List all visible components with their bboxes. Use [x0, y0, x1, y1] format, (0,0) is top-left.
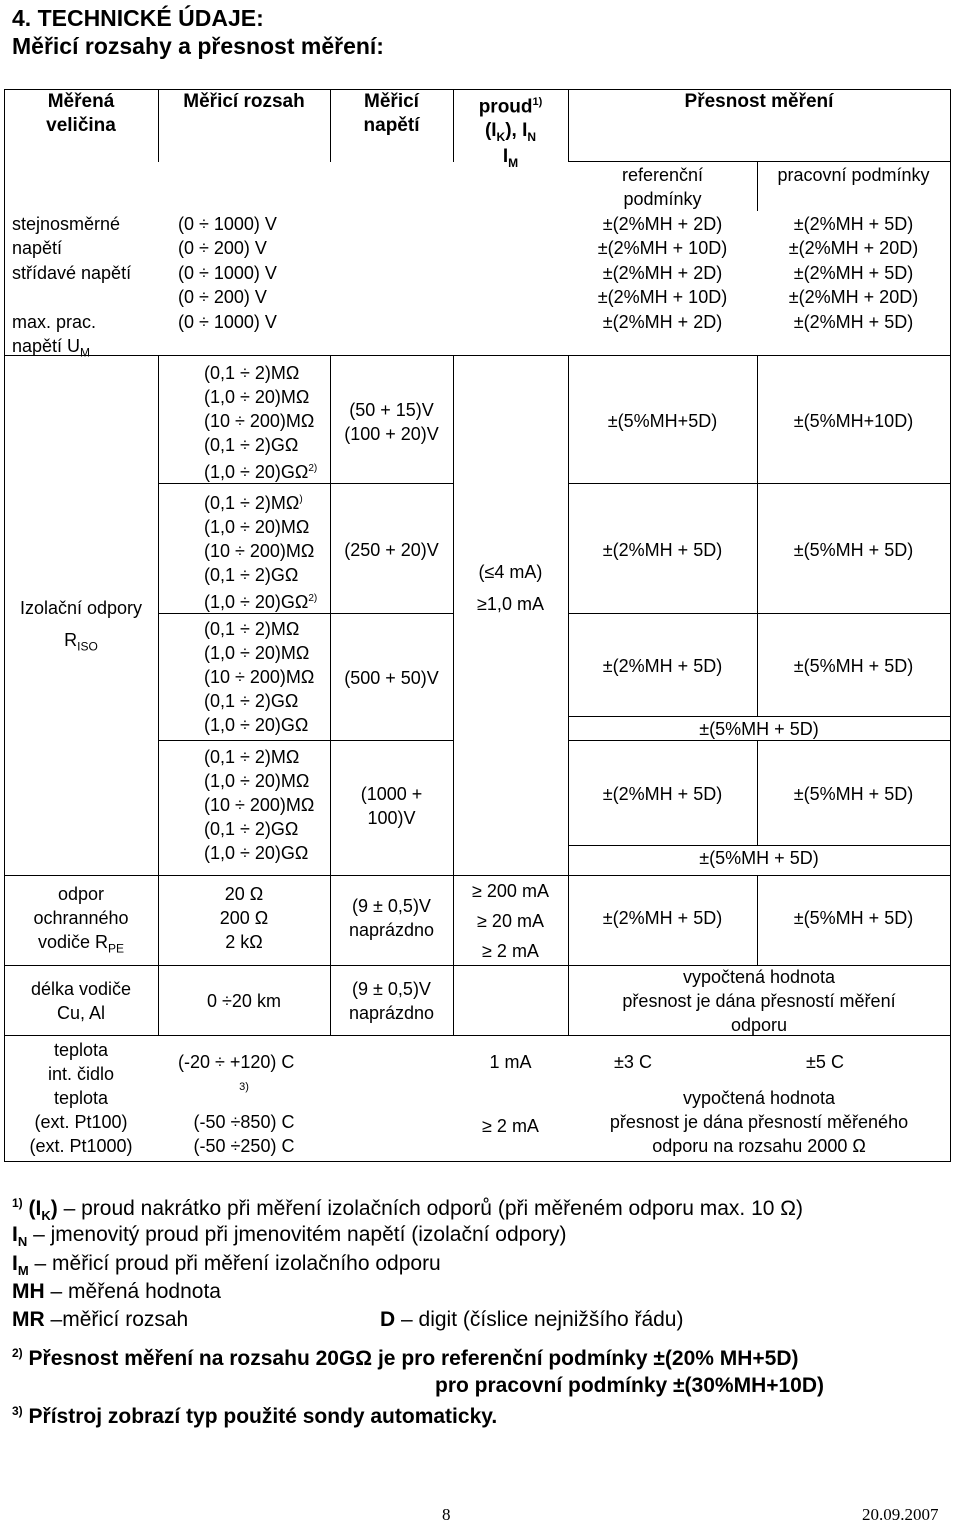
dc-ref: ±(2%MH + 2D) ±(2%MH + 10D) — [597, 214, 728, 258]
dc-ranges: (0 ÷ 1000) V (0 ÷ 200) V — [178, 214, 277, 258]
section-title: 4. TECHNICKÉ ÚDAJE: — [12, 5, 264, 31]
note-4: MH – měřená hodnota — [12, 1280, 221, 1303]
iso-g3-ref: ±(2%MH + 5D) — [602, 656, 723, 676]
note-2: $I_N$ – jmenovitý proud při jmenovitém napětí (izolační odpory) — [12, 1223, 567, 1250]
temp-int-ref: ±3 C — [614, 1052, 652, 1072]
iso-g4-ref: ±(2%MH + 5D) — [602, 784, 723, 804]
temp-ext-label: teplota (ext. Pt100) (ext. Pt1000) — [29, 1088, 133, 1156]
umax-ref: ±(2%MH + 2D) — [602, 312, 723, 332]
temp-int-work: ±5 C — [806, 1052, 844, 1072]
dc-label: stejnosměrné napětí — [12, 214, 121, 258]
umax-range: (0 ÷ 1000) V — [178, 312, 277, 332]
ac-label: střídavé napětí — [12, 263, 132, 283]
iso-g3-voltage: (500 + 50)V — [344, 668, 439, 688]
iso-symbol: $R_{ISO}$ — [64, 630, 98, 654]
iso-g3-last: ±(5%MH + 5D) — [699, 719, 819, 739]
temp-ext-ranges: (-50 ÷850) C (-50 ÷250) C — [193, 1112, 295, 1156]
iso-g2-voltage: (250 + 20)V — [344, 540, 439, 560]
dc-work: ±(2%MH + 5D) ±(2%MH + 20D) — [788, 214, 919, 258]
iso-g4-voltage: (1000 + 100)V — [360, 784, 423, 828]
note-7: $^{2)}$ Přesnost měření na rozsahu 20GΩ je pro referenční podmínky ±(20% MH+5D) — [12, 1346, 799, 1370]
ac-work: ±(2%MH + 5D) ±(2%MH + 20D) — [788, 263, 919, 307]
note-7-line2: pro pracovní podmínky ±(30%MH+10D) — [435, 1374, 825, 1397]
length-label: délka vodiče Cu, Al — [30, 979, 132, 1023]
length-range: 0 ÷20 km — [207, 991, 281, 1011]
section-subtitle: Měřicí rozsahy a přesnost měření: — [12, 33, 384, 59]
temp-ext-accuracy: vypočtená hodnota přesnost je dána přesností měřeného odporu na rozsahu 2000 Ω — [609, 1088, 909, 1156]
temp-int-range: (-20 ÷ +120) C — [178, 1052, 295, 1072]
umax-label: max. prac. napětí $U_M$ — [12, 312, 97, 360]
pe-ranges: 20 Ω 200 Ω 2 kΩ — [219, 884, 269, 952]
ac-ref: ±(2%MH + 2D) ±(2%MH + 10D) — [597, 263, 728, 307]
iso-current: (≤4 mA) ≥1,0 mA — [477, 562, 544, 614]
iso-g3-work: ±(5%MH + 5D) — [793, 656, 914, 676]
note-1: $^{1)}$ $(I_K)$ – proud nakrátko při měření izolačních odporů (při měřeném odporu max. 10 Ω) — [12, 1196, 803, 1224]
iso-g2-work: ±(5%MH + 5D) — [793, 540, 914, 560]
header-range: Měřicí rozsah — [183, 91, 305, 112]
header-current: proud$^{1)}$ $(I_K)$, $I_N$ $I_M$ — [478, 96, 543, 170]
length-voltage: (9 ± 0,5)V naprázdno — [348, 979, 435, 1023]
header-ref-conditions: referenční podmínky — [621, 165, 704, 209]
iso-g4-last: ±(5%MH + 5D) — [699, 848, 819, 868]
umax-work: ±(2%MH + 5D) — [793, 312, 914, 332]
note-8: $^{3)}$ Přístroj zobrazí typ použité sondy automaticky. — [12, 1404, 498, 1428]
iso-g1-ranges: (0,1 ÷ 2)MΩ (1,0 ÷ 20)MΩ (10 ÷ 200)MΩ (0,1 ÷ 2)GΩ $(1,0 \div 20)G\Omega^{2)}$ — [204, 363, 318, 482]
header-work-conditions: pracovní podmínky — [777, 165, 930, 185]
iso-label: Izolační odpory — [19, 598, 143, 618]
iso-g1-work: ±(5%MH+10D) — [793, 411, 914, 431]
pe-label: odpor ochranného vodiče $R_{PE}$ — [33, 884, 129, 956]
header-quantity: Měřená veličina — [46, 91, 116, 136]
header-accuracy: Přesnost měření — [684, 91, 834, 112]
pe-ref: ±(2%MH + 5D) — [602, 908, 723, 928]
page-number: 8 — [442, 1505, 451, 1524]
iso-g1-voltage: (50 + 15)V (100 + 20)V — [344, 400, 439, 444]
pe-work: ±(5%MH + 5D) — [793, 908, 914, 928]
note-5: MR –měřicí rozsah — [12, 1308, 189, 1331]
footer-date: 20.09.2007 — [862, 1505, 939, 1524]
pe-voltage: (9 ± 0,5)V naprázdno — [348, 896, 435, 940]
length-accuracy: vypočtená hodnota přesnost je dána přesností měření odporu — [622, 967, 896, 1035]
pe-current: ≥ 200 mA ≥ 20 mA ≥ 2 mA — [472, 881, 549, 961]
iso-g4-work: ±(5%MH + 5D) — [793, 784, 914, 804]
header-voltage: Měřicí napětí — [363, 91, 420, 136]
temp-ext-sup: 3) — [239, 1081, 249, 1093]
iso-g4-ranges: (0,1 ÷ 2)MΩ (1,0 ÷ 20)MΩ (10 ÷ 200)MΩ (0,1 ÷ 2)GΩ (1,0 ÷ 20)GΩ — [204, 747, 315, 863]
ac-ranges: (0 ÷ 1000) V (0 ÷ 200) V — [178, 263, 277, 307]
temp-ext-current: ≥ 2 mA — [482, 1116, 539, 1136]
note-6: D – digit (číslice nejnižšího řádu) — [380, 1308, 684, 1331]
note-3: $I_M$ – měřicí proud při měření izolačního odporu — [12, 1252, 441, 1279]
iso-g2-ref: ±(2%MH + 5D) — [602, 540, 723, 560]
iso-g1-ref: ±(5%MH+5D) — [607, 411, 718, 431]
iso-g3-ranges: (0,1 ÷ 2)MΩ (1,0 ÷ 20)MΩ (10 ÷ 200)MΩ (0,1 ÷ 2)GΩ (1,0 ÷ 20)GΩ — [204, 619, 315, 735]
temp-int-label: teplota int. čidlo — [47, 1040, 115, 1084]
temp-int-current: 1 mA — [489, 1052, 532, 1072]
iso-g2-ranges: (0,1 ÷ 2)MΩ) (1,0 ÷ 20)MΩ (10 ÷ 200)MΩ (0,1 ÷ 2)GΩ $(1,0 \div 20)G\Omega^{2)}$ — [204, 493, 318, 612]
